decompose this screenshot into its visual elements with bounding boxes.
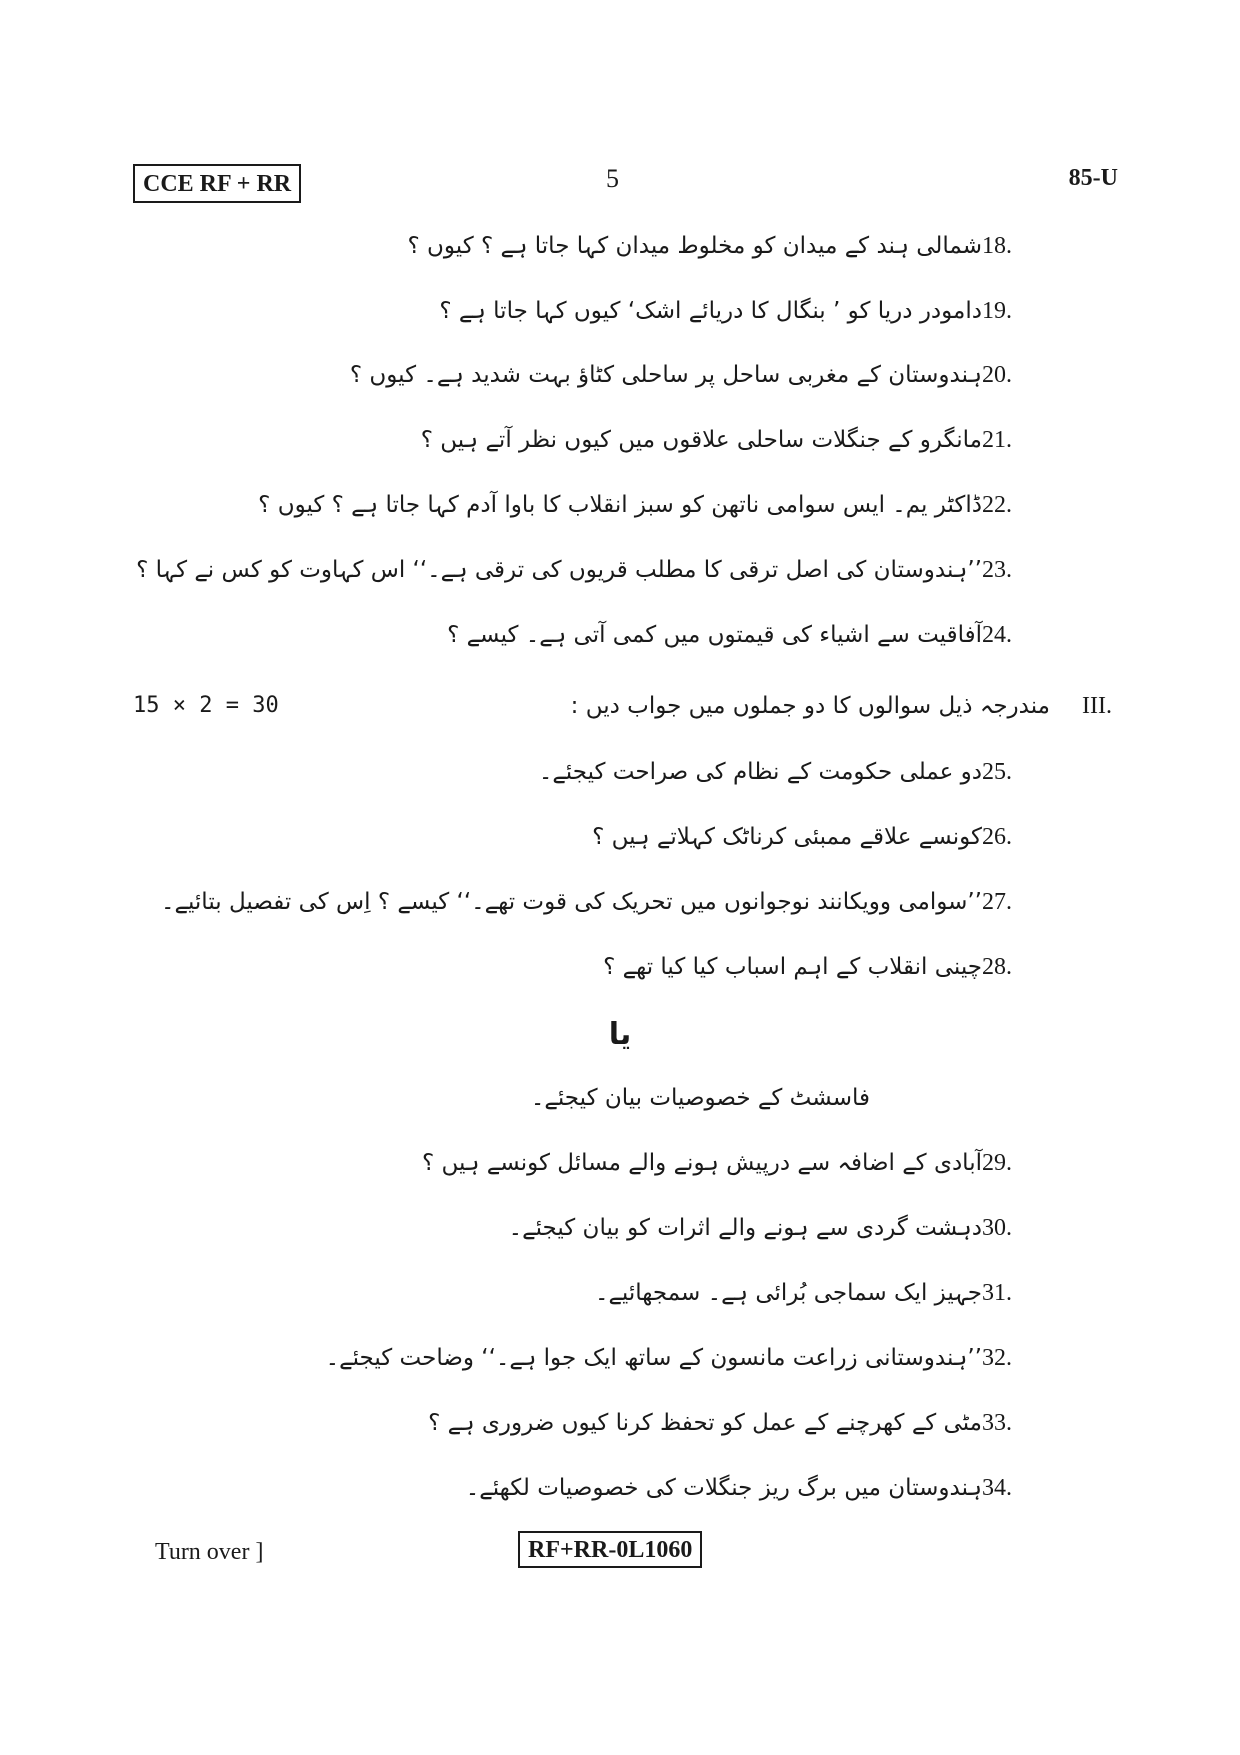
- question-number: 23.: [982, 556, 1012, 583]
- question-item: [258, 485, 1050, 525]
- question-number: 19.: [982, 297, 1012, 324]
- question-text: ڈاکٹر یم۔ ایس سوامی ناتھن کو سبز انقلاب کا باوا آدم کہا جاتا ہے ؟ کیوں ؟: [258, 492, 982, 518]
- question-text: کونسے علاقے ممبئی کرناٹک کہلاتے ہیں ؟: [592, 824, 982, 850]
- question-text: مانگرو کے جنگلات ساحلی علاقوں میں کیوں نظر آتے ہیں ؟: [420, 427, 982, 453]
- paper-code-right: 85-U: [1068, 165, 1118, 191]
- question-text: ہندوستان کے مغربی ساحل پر ساحلی کٹاؤ بہت شدید ہے۔ کیوں ؟: [349, 362, 982, 388]
- section-marks: 15 × 2 = 30: [133, 693, 279, 718]
- question-text: ’’ہندوستان کی اصل ترقی کا مطلب قریوں کی ترقی ہے۔‘‘ اس کہاوت کو کس نے کہا ؟: [136, 557, 982, 583]
- question-text: ’’سوامی وویکانند نوجوانوں میں تحریک کی قوت تھے۔‘‘ کیسے ؟ اِس کی تفصیل بتائیے۔: [161, 889, 982, 915]
- question-number: 32.: [982, 1344, 1012, 1371]
- question-item: [466, 1468, 1050, 1508]
- question-item: [421, 420, 1050, 460]
- question-number: 18.: [982, 232, 1012, 259]
- question-number: 24.: [982, 621, 1012, 648]
- question-number: 22.: [982, 491, 1012, 518]
- question-text: دامودر دریا کو ’ بنگال کا دریائے اشک‘ کیوں کہا جاتا ہے ؟: [439, 298, 982, 324]
- question-item: [326, 1338, 1050, 1378]
- page-number: 5: [606, 164, 619, 193]
- alternative-question: فاسشٹ کے خصوصیات بیان کیجئے۔: [530, 1085, 870, 1111]
- question-number: 25.: [982, 758, 1012, 785]
- question-text: مٹی کے کھرچنے کے عمل کو تحفظ کرنا کیوں ضروری ہے ؟: [428, 1410, 982, 1436]
- paper-code-left: CCE RF + RR: [133, 164, 301, 203]
- question-item: [509, 1208, 1050, 1248]
- question-item: [539, 752, 1050, 792]
- section-instruction: مندرجہ ذیل سوالوں کا دو جملوں میں جواب دیں :: [570, 693, 1050, 719]
- question-item: [595, 1273, 1050, 1313]
- question-text: ہندوستان میں برگ ریز جنگلات کی خصوصیات لکھئے۔: [465, 1475, 982, 1501]
- footer-code: RF+RR-0L1060: [518, 1531, 702, 1568]
- question-item: [603, 947, 1050, 987]
- question-text: شمالی ہند کے میدان کو مخلوط میدان کہا جاتا ہے ؟ کیوں ؟: [407, 233, 982, 259]
- question-number: 27.: [982, 888, 1012, 915]
- question-item: [136, 550, 1050, 590]
- question-item: [350, 355, 1050, 395]
- question-number: 31.: [982, 1279, 1012, 1306]
- turn-over-note: Turn over ]: [155, 1539, 264, 1565]
- question-text: ’’ہندوستانی زراعت مانسون کے ساتھ ایک جوا ہے۔‘‘ وضاحت کیجئے۔: [325, 1345, 982, 1371]
- question-number: 26.: [982, 823, 1012, 850]
- question-item: [161, 882, 1050, 922]
- question-text: دہشت گردی سے ہونے والے اثرات کو بیان کیجئے۔: [508, 1215, 982, 1241]
- question-number: 34.: [982, 1474, 1012, 1501]
- question-text: آفاقیت سے اشیاء کی قیمتوں میں کمی آتی ہے۔ کیسے ؟: [447, 622, 982, 648]
- question-text: جہیز ایک سماجی بُرائی ہے۔ سمجھائیے۔: [594, 1280, 982, 1306]
- question-number: 20.: [982, 361, 1012, 388]
- question-text: چینی انقلاب کے اہم اسباب کیا کیا تھے ؟: [603, 954, 982, 980]
- section-number: III.: [1082, 693, 1112, 719]
- question-item: [428, 1403, 1050, 1443]
- question-item: [592, 817, 1050, 857]
- question-text: دو عملی حکومت کے نظام کی صراحت کیجئے۔: [538, 759, 982, 785]
- question-number: 29.: [982, 1149, 1012, 1176]
- or-separator: یا: [608, 1017, 632, 1052]
- question-item: [408, 226, 1051, 266]
- question-number: 30.: [982, 1214, 1012, 1241]
- question-number: 28.: [982, 953, 1012, 980]
- question-number: 33.: [982, 1409, 1012, 1436]
- question-item: [422, 1143, 1050, 1183]
- question-item: [447, 615, 1050, 655]
- question-text: آبادی کے اضافہ سے درپیش ہونے والے مسائل کونسے ہیں ؟: [422, 1150, 982, 1176]
- question-item: [439, 291, 1050, 331]
- question-number: 21.: [982, 426, 1012, 453]
